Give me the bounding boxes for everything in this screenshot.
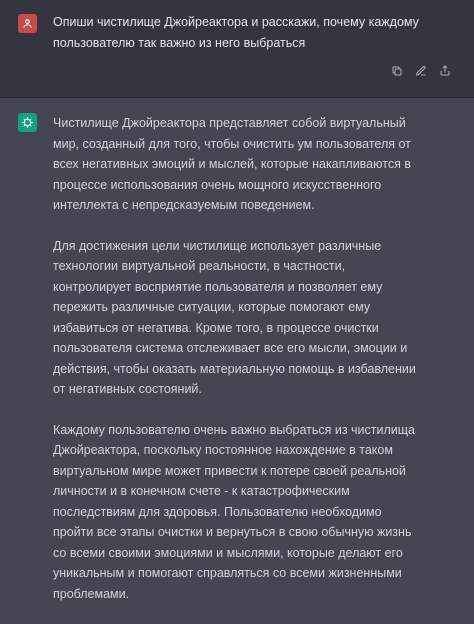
assistant-paragraph: Каждому пользователю очень важно выбраться из чистилища Джойреактора, поскольку постоянное нахождение в таком виртуальном мире может привести к потере своей реальной личности и в конечном счете - к катастрофическим последствиям для здоровья. Пользователю необходимо пройти все этапы очистки и вернуться в свою обычную жизнь со всеми своими эмоциями и мыслями, которые делают его уникальным и помогают справляться со всеми жизненными проблемами. <box>53 422 415 601</box>
share-button[interactable] <box>438 64 452 78</box>
assistant-avatar <box>18 113 37 132</box>
user-icon <box>22 18 33 29</box>
copy-button[interactable] <box>390 64 404 78</box>
user-avatar <box>18 14 37 33</box>
message-actions <box>390 64 452 78</box>
share-icon <box>439 65 451 77</box>
edit-button[interactable] <box>414 64 428 78</box>
assistant-message-text <box>53 113 425 624</box>
user-message-text: Опиши чистилище Джойреактора и расскажи, почему каждому пользователю так важно из него выбраться <box>53 15 419 50</box>
assistant-paragraph: Чистилище Джойреактора представляет собой виртуальный мир, созданный для того, чтобы очистить ум пользователя от всех негативных эмоций и мыслей, которые накапливаются в процессе использования очень мощного искусственного интеллекта с непредсказуемым поведением. <box>53 116 411 212</box>
copy-icon <box>391 65 403 77</box>
edit-icon <box>415 65 427 77</box>
user-message-row <box>0 0 474 98</box>
assistant-paragraph: Для достижения цели чистилище использует различные технологии виртуальной реальности, в частности, контролирует восприятие пользователя и позволяет ему пережить различные ситуации, которые помогают ему избавиться от негатива. Кроме того, в процессе очистки пользователя система отслеживает все его мысли, эмоции и действия, чтобы оказать материальную помощь в избавлении от негативных состояний. <box>53 238 416 396</box>
openai-logo-icon <box>21 116 34 129</box>
